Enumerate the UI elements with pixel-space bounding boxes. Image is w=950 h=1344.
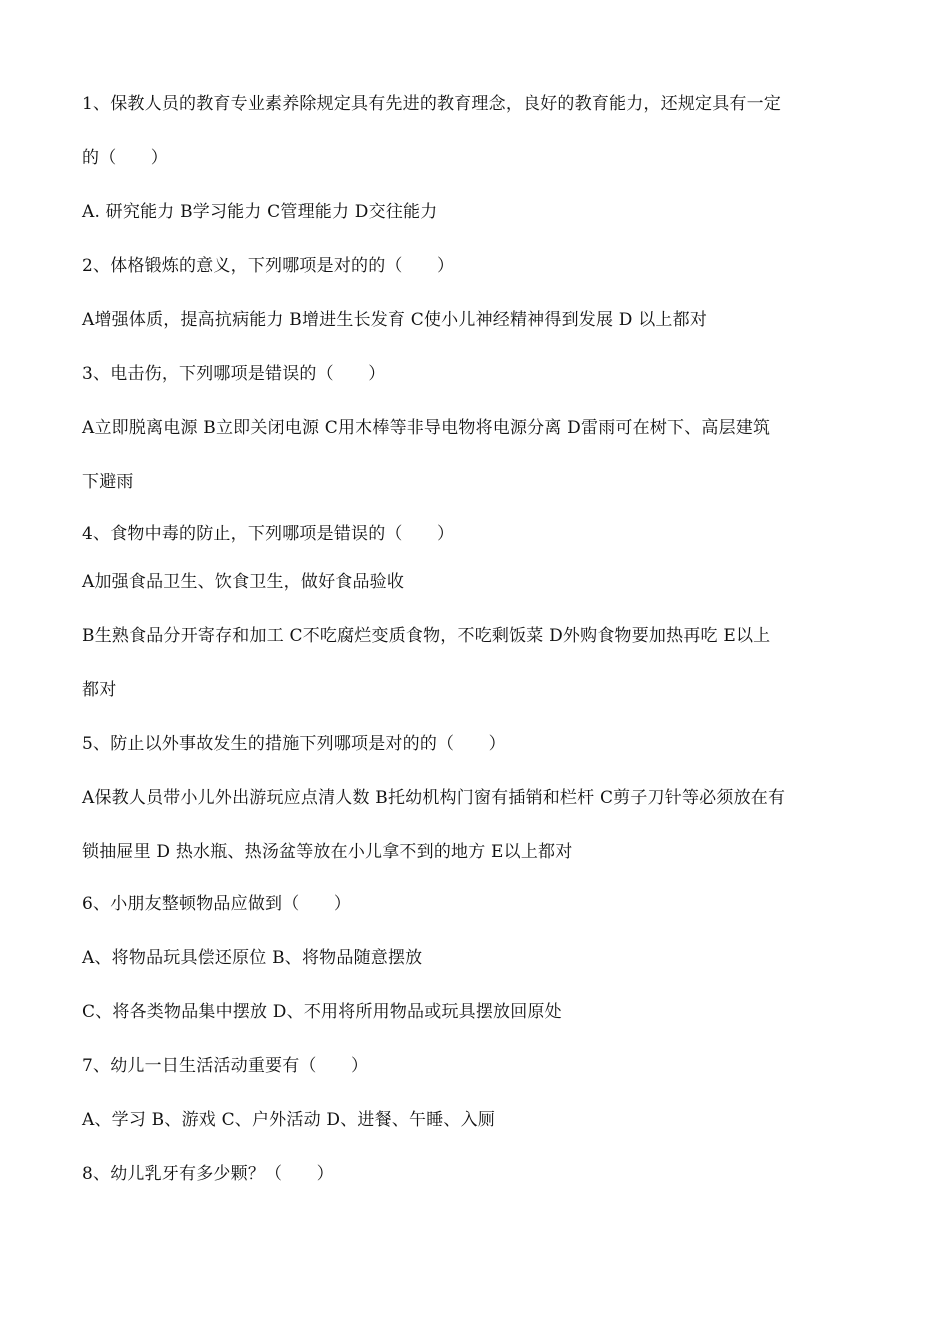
question-8: 8、幼儿乳牙有多少颗？（ ） — [82, 1164, 334, 1184]
question-4: 4、食物中毒的防止，下列哪项是错误的（ ） — [82, 524, 455, 544]
question-5: 5、防止以外事故发生的措施下列哪项是对的的（ ） — [82, 734, 506, 754]
question-1-line-1: 1、保教人员的教育专业素养除规定具有先进的教育理念，良好的教育能力，还规定具有一定 — [82, 94, 782, 114]
question-1-options: A. 研究能力 B学习能力 C管理能力 D交往能力 — [82, 202, 438, 222]
question-6-options-line-2: C、将各类物品集中摆放 D、不用将所用物品或玩具摆放回原处 — [82, 1002, 562, 1022]
question-3-options-line-1: A立即脱离电源 B立即关闭电源 C用木棒等非导电物将电源分离 D雷雨可在树下、高层建筑 — [82, 418, 771, 438]
question-3-options-line-2: 下避雨 — [82, 472, 134, 492]
question-7-options: A、学习 B、游戏 C、户外活动 D、进餐、午睡、入厕 — [82, 1110, 496, 1130]
question-1-line-2: 的（ ） — [82, 148, 168, 168]
question-2-options: A增强体质，提高抗病能力 B增进生长发育 C使小儿神经精神得到发展 D 以上都对 — [82, 310, 708, 330]
question-6-options-line-1: A、将物品玩具偿还原位 B、将物品随意摆放 — [82, 948, 423, 968]
question-4-options-line-1: A加强食品卫生、饮食卫生，做好食品验收 — [82, 572, 405, 592]
question-7: 7、幼儿一日生活活动重要有（ ） — [82, 1056, 369, 1076]
question-2: 2、体格锻炼的意义，下列哪项是对的的（ ） — [82, 256, 455, 276]
question-6: 6、小朋友整顿物品应做到（ ） — [82, 894, 352, 914]
question-3: 3、电击伤，下列哪项是错误的（ ） — [82, 364, 386, 384]
question-4-options-line-3: 都对 — [82, 680, 117, 700]
question-5-options-line-1: A保教人员带小儿外出游玩应点清人数 B托幼机构门窗有插销和栏杆 C剪子刀针等必须放在有 — [82, 788, 786, 808]
question-4-options-line-2: B生熟食品分开寄存和加工 C不吃腐烂变质食物，不吃剩饭菜 D外购食物要加热再吃 E以上 — [82, 626, 771, 646]
question-5-options-line-2: 锁抽屉里 D 热水瓶、热汤盆等放在小儿拿不到的地方 E以上都对 — [82, 842, 573, 862]
